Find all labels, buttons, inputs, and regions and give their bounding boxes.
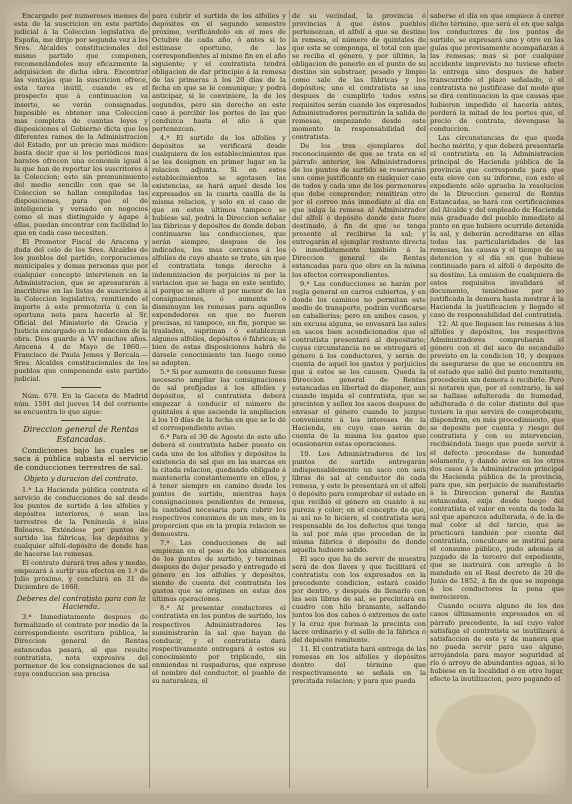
paragraph: El contrato durará tres años y medio, empezará á surtir sus efectos en 1.º de Julio próximo, y concluirá en 31 de Diciembre de 1860.: [14, 559, 148, 592]
paragraph: De los tres ejemplares del reconocimiento de que se trata en el párrafo anterior, los Administradores de los puntos de surtido se reservarán uno como justificante en cualquier caso de todos y cada uno de los pormenores que debe comprender; remitirán otro por el correo más inmediato al día en que salga la remesa al Administrador del alfolí ó depósito donde este fuere destinado, á fin de que se tenga presente al recibirse la sal; y entregarán el ejemplar restante directa ó inmediatamente también á la Direccion general de Rentas estancadas para que obre en la misma los efectos correspondientes.: [292, 141, 426, 279]
separator: [61, 420, 101, 421]
paragraph: de su vecindad, la provincia ó provincias á que éstos pueblos pertenezcan, el alfolí á que se destine la remesa, el número de quintales de que esta se componga, el total con que se reciba el género, y por último, la obligacion de ponerlo en el punto de su destino sin substraer, pesado y limpio como sale de las fábricas y los depósitos; uno el contratista se una despues de cumplirlo todos estos requisitos serán cuando los expresados Administradores permitirán la salida de remesas, empezando desde este momento la responsabilidad del contratista.: [292, 12, 426, 141]
lead-paragraph: Condiciones bajo las cuales se saca á pública subasta el servicio de conducciones terrestres de sal.: [14, 445, 148, 472]
paragraph: 12. Al que llegasen las remesas á los alfolíes y depósitos, los respectivos Administradores comprobarán el género con el del saco de escandallo previsto en la condicion 10, y despues de asegurarse de que se encuentra en el estado que salió del punto remitente, procederán sin demora á recibirlo. Pero si notaren que, por el contrario, la sal se hallase adulterada de humedad, adulterada ó de color distinto del que tuviere la que servirá de comprobante, dispondrán, en más procedimiento, que se deposite por cuenta y riesgo del contratista y con su intervencion, recibiéndola luego que puede servir á el defecto procedase de humedad solamente, y dando aviso en los otros dos casos á la Administracion principal de Hacienda pública de la provincia, para que, sin perjuicio de manifestarlo á la Direccion general de Rentas estancadas, exija desde luego del contratista el valor en venta de toda la sal que aparezca adulterada, ó de la de mal color al del tercio, que se practicará también por cuenta del contratista, conculcare se instituí para el consumo público, pudo además el juzgado de la tercero del expediente, que se instruirá con arreglo á lo mandado en el Real decreto de 20 de Junio de 1852, á fin de que se imponga á los conductores la pena que merecieren.: [430, 319, 564, 602]
gazette-note: Núm. 679. En la Gaceta de Madrid núm. 1591 del jueves 14 del corriente se encuentra lo que sigue:: [14, 392, 148, 417]
column-4: [430, 12, 564, 788]
paragraph: 10. Los Administradores de los puntos de surtido entregarán indispensablemente un saco con seis libras de sal al conductor de cada remesa, y este lo presentará en el alfolí ó depósito para comprobar el estado en que recibió el género en cuanto á su pureza y color; en el concepto de que, si así no lo hiciere, el contratista será responsable de los defectos que tenga la sal por más que procedan de la misma fábrica ó depósito de donde aquella hubiere salido.: [292, 449, 426, 555]
paragraph: 3.ª Inmediatamente despues de formalizado el contrato por medio de la correspondiente escritura pública, la Direccion general de Rentas estancadas pasará, al que resulte contratista, nota expresiva del pormenor de los consignaciones de sal cuya conduccion sea precisa: [14, 613, 148, 678]
column-rule: [427, 10, 428, 788]
column-1: [14, 12, 148, 788]
gazette-page: [6, 4, 566, 794]
column-2: [152, 12, 286, 788]
paragraph: para cubrir el surtido de los alfolíes y depósitos en el segundo semestre próximo, verificándolo en el mes de Octubre de cada año, ó antes si lo estimase oportuno, de las correspondientes al mismo fin en el año siguiente; y el contratista tendrá obligacion de dar principio á la remesa de las primeras á los 20 días de la fecha en que se le comunique; y podrá anticipar, si le conviniere, la de los segundos, pero sin derecho en este caso á percibir los portes de las que conduzca hasta el año á que pertenezcan.: [152, 12, 286, 133]
subheading: Objeto y duracion del contrato.: [24, 474, 138, 484]
paragraph: 4.ª El surtido de los alfolíes y depósitos se verificará desde cualquiera de los establecimientos que se les designen en primer lugar en la relacion adjunta. Si en estos establecimientos se agotasen las existencias, se hará aquel desde los expresados en la cuarta casilla de la misma relacion, y solo en el caso de que en estos últimos tampoco se hubiese sal, podrá la Direccion señalar las fábricas y depósitos de donde deban continuarse las conducciones, que serán siempre, despues de los indicados, los mas cercanos á los alfolíes de cuyo abasto se trate, sin que el contratista tenga derecho á indemnizacion de perjuicios ni por la variacion que se haga en este sentido, si porque se altere el por menor de las consignaciones, ó aumente ó disminuyan los remesas para aquellos expendedores en que no fueren precisas, ni tampoco, en fin, porque se trasladen, supriman ó establezcan algunos alfolíes, depósitos ó fábricas; si bien de estas disposiciones habrá de dársele conocimiento tan luego como se adopten.: [152, 133, 286, 368]
paragraph: 5.ª Si por aumento de consumo fuese necesario ampliar las consignaciones de sal prefijadas á los alfolíes y depósitos, el contratista deberá empezar á conducir el número de quintales á que asciende la ampliacion á los 10 días de la fecha en que se le dé el correspondiente aviso.: [152, 368, 286, 433]
paragraph: Cuando ocurra alguno de los dos casos últimamente expresados en el párrafo precedente, la sal cuyo valor satisfaga el contratista se inutilizará á satisfaccion de este y de manera que no pueda servir para uso alguno, arrojándola para mayor seguridad al río ó arroyo de abundantes aguas, si lo hubiese en la localidad ó en otro lugar, efecto la inutilizacion, pero pagando el: [430, 602, 564, 683]
column-3: [292, 12, 426, 788]
column-rule: [289, 10, 290, 788]
paragraph: 11. El contratista hará entrega de las remesas en los alfolíes y depósitos dentro del término que respectivamente se señala en la precitada relacion; y para que pueda: [292, 644, 426, 685]
paragraph: 9.ª Las conducciones se harán por regla general en carros cubiertos, y en donde los caminos no permitan este medio de transporte, podrán verificarse en caballerías; pero en ambos casos, y sin excusa alguna, se envasará las sales en sacos bien acondicionados que el contratista presentará al depositario; cuyas circunstancia no se entregará el género á los conductores, y serán de cuenta de aquel los gastos y perjuicios que á estos se les causen. Queda la Direccion general de Rentas estancadas en libertad de disponer, aun cuando impida el contratista, que se precinten y sellen los sacos despues de envasar el género cuando lo juzgue conveniente á los intereses de la Hacienda, en cuyo caso serán de cuenta de la misma los gastos que ocasionaren estas operaciones.: [292, 279, 426, 449]
paragraph: El saco que ha de servir de muestra será de dos llaves y que facilitará el contratista con los expresados en la precedente condicion, estará cosido por dentro, y después de llenarlo con las seis libras de sal, se precintará en cuadro con hilo bramante, sellando juntos los dos cabos ó extremos de este y la cruz que forman la precinta con lacre ordinario y el sello de la fábrica ó del depósito remitente.: [292, 555, 426, 644]
paragraph: Las circunstancias de que queda hecho mérito, y que deberá presentarla el contratista en la Administracion principal de Hacienda pública de la provincia que corresponda para que esta eleve con su informe, con esto el expediente sólo aprueba la resolucion de la Direccion general de Rentas Estancadas, se hará con certificaciones del Alcalde y del empleado de Hacienda más graduado del pueblo inmediato al punto en que hubiere ocurrido detenida la sal, y deberán acreditarse en ellas todas las particularidades de las remesas, las causas y el tiempo de su detencion y el día en que hubiese continuado para el alfolí ó depósito de su destino. La omision de cualquiera de estos requisitos invalidará el documento, teniéndose por no justificada la demora hasta mostrar á la Hacienda la justificacion y llegado el caso de responsabilidad del contratista.: [430, 133, 564, 319]
paragraph: 8.ª Al presentar conductores el contratista en los puntos de surtido, los respectivos Administradores les suministrarán la sal que hayan de conducir, y el contratista dará respectivamente entregará á estos su conocimiento por triplicado, sin enmiendas ni raspaduras, que exprese el nombre del conductor, el pueblo de su naturaleza, el: [152, 604, 286, 685]
section-heading: Direccion general de Rentas Estancadas.: [23, 425, 139, 444]
paragraph: Encargado por numerosos memes de esta de la suscricion en este partido judicial á la Coleccion legislativa de España, me dirijo por segunda vez á los Sres. Alcaldes constitucionales del mismo partido que componen, recomendándoles muy eficazmente la adquisicion de dicha obra. Encontrar las ventajas que la suscricion ofrece, esta tarea inútil, cuando es el prospecto que á continuacion va inserto, se verán consignadas. Imposible es obtener una Coleccion mas completa de cuantas leyes y disposiciones el Gobierno dicta que los diferentes ramos de la Administracion del Estado, por un precio mas módico: basta decir que si los periódicos mas baratos ofrecen una economía igual á la que han de reportar los suscritores á la Coleccion; esto sin premunimiento del medio sencillo con que se la Coleccion se hallan compiladas las disposiciones, para que el de inteligencia y versado en negocios como el mas distinguido y ágape á ellas, puedan encontrar con facilidad lo que en cada caso necesiten.: [14, 12, 148, 238]
subheading: Deberes del contratista para con la Hacienda.: [16, 593, 146, 611]
column-rule: [149, 10, 150, 788]
paragraph: El Promotor Fiscal de Aracena y duda del celo de los Sres. Alcaldes de los pueblos del partido, corporaciones municipales y demas personas que por cualquier concepto intervienen en la Administracion, que se apresurarán á inscribirse en las listas de suscricion á la Coleccion legislativa, remitiendo el importe á este promotoría ú con la oportuna nota para hacerlo al Sr. Oficial del Ministerio de Gracia y Justicia encargado en la redaccion de la obra. Dios guarde á VV muchos años. Aracena 4 de Mayo de 1860.—Francisco de Paula Jemes y Bercala.—Sres. Alcaldes constitucionales de los pueblos que componende este partido judicial.: [14, 238, 148, 384]
separator: [61, 387, 101, 388]
paragraph: 7.ª Las conducciones de sal empiezan en el peso de los almacenes de los puntos de surtido, y terminan despues de dejar pesado y entregado el género en los alfolíes y depósitos, siendo de cuenta del contratista los gastos que se originen en estas dos últimas operaciones.: [152, 539, 286, 604]
paragraph: 6.ª Para el 30 de Agosto de este año deberá el contratista haber puesto en cada uno de los alfolíes y depósitos la existencia de sal que en las marcas en la citada relacion, quedando obligado á mantenerla constantemente en ellos, y á tener siempre en camino desde los puntos de surtido, mientras haya consignaciones pendientes de remesa, la cantidad necesaria para cubrir los respectivos consumos de un mes, en la proporcion que en la propia relacion se demuestra.: [152, 433, 286, 538]
paragraph: 1.ª La Hacienda pública contrata el servicio de conducciones de sal desde los puntos de surtido á los alfolíes y depósitos interiores, ó sean las terrestres de la Península é islas Baleares. Exténdese por puntos de surtido las fábricas, los depósitos y cualquier alfolí-depósito de donde han de hacerse las remesas.: [14, 485, 148, 559]
paragraph: saberse el día en que empiece á correr dicho término, que será el en que salga los conductores de los puntos de surtido, se expresará uno y otro en las guías que provisamente acompañarán á las remesas; mas si por cualquier accidente imprevisto no tuviese efecto la entrega sino despues de haber transcurrido el plazo señalado, ó el contratista no justificase del modo que se dirá continuacion la que causas que hubieren impedido el hacerla antes, perderá la mitad de los portes que, el precio de contrata, devengase la conduccion.: [430, 12, 564, 133]
